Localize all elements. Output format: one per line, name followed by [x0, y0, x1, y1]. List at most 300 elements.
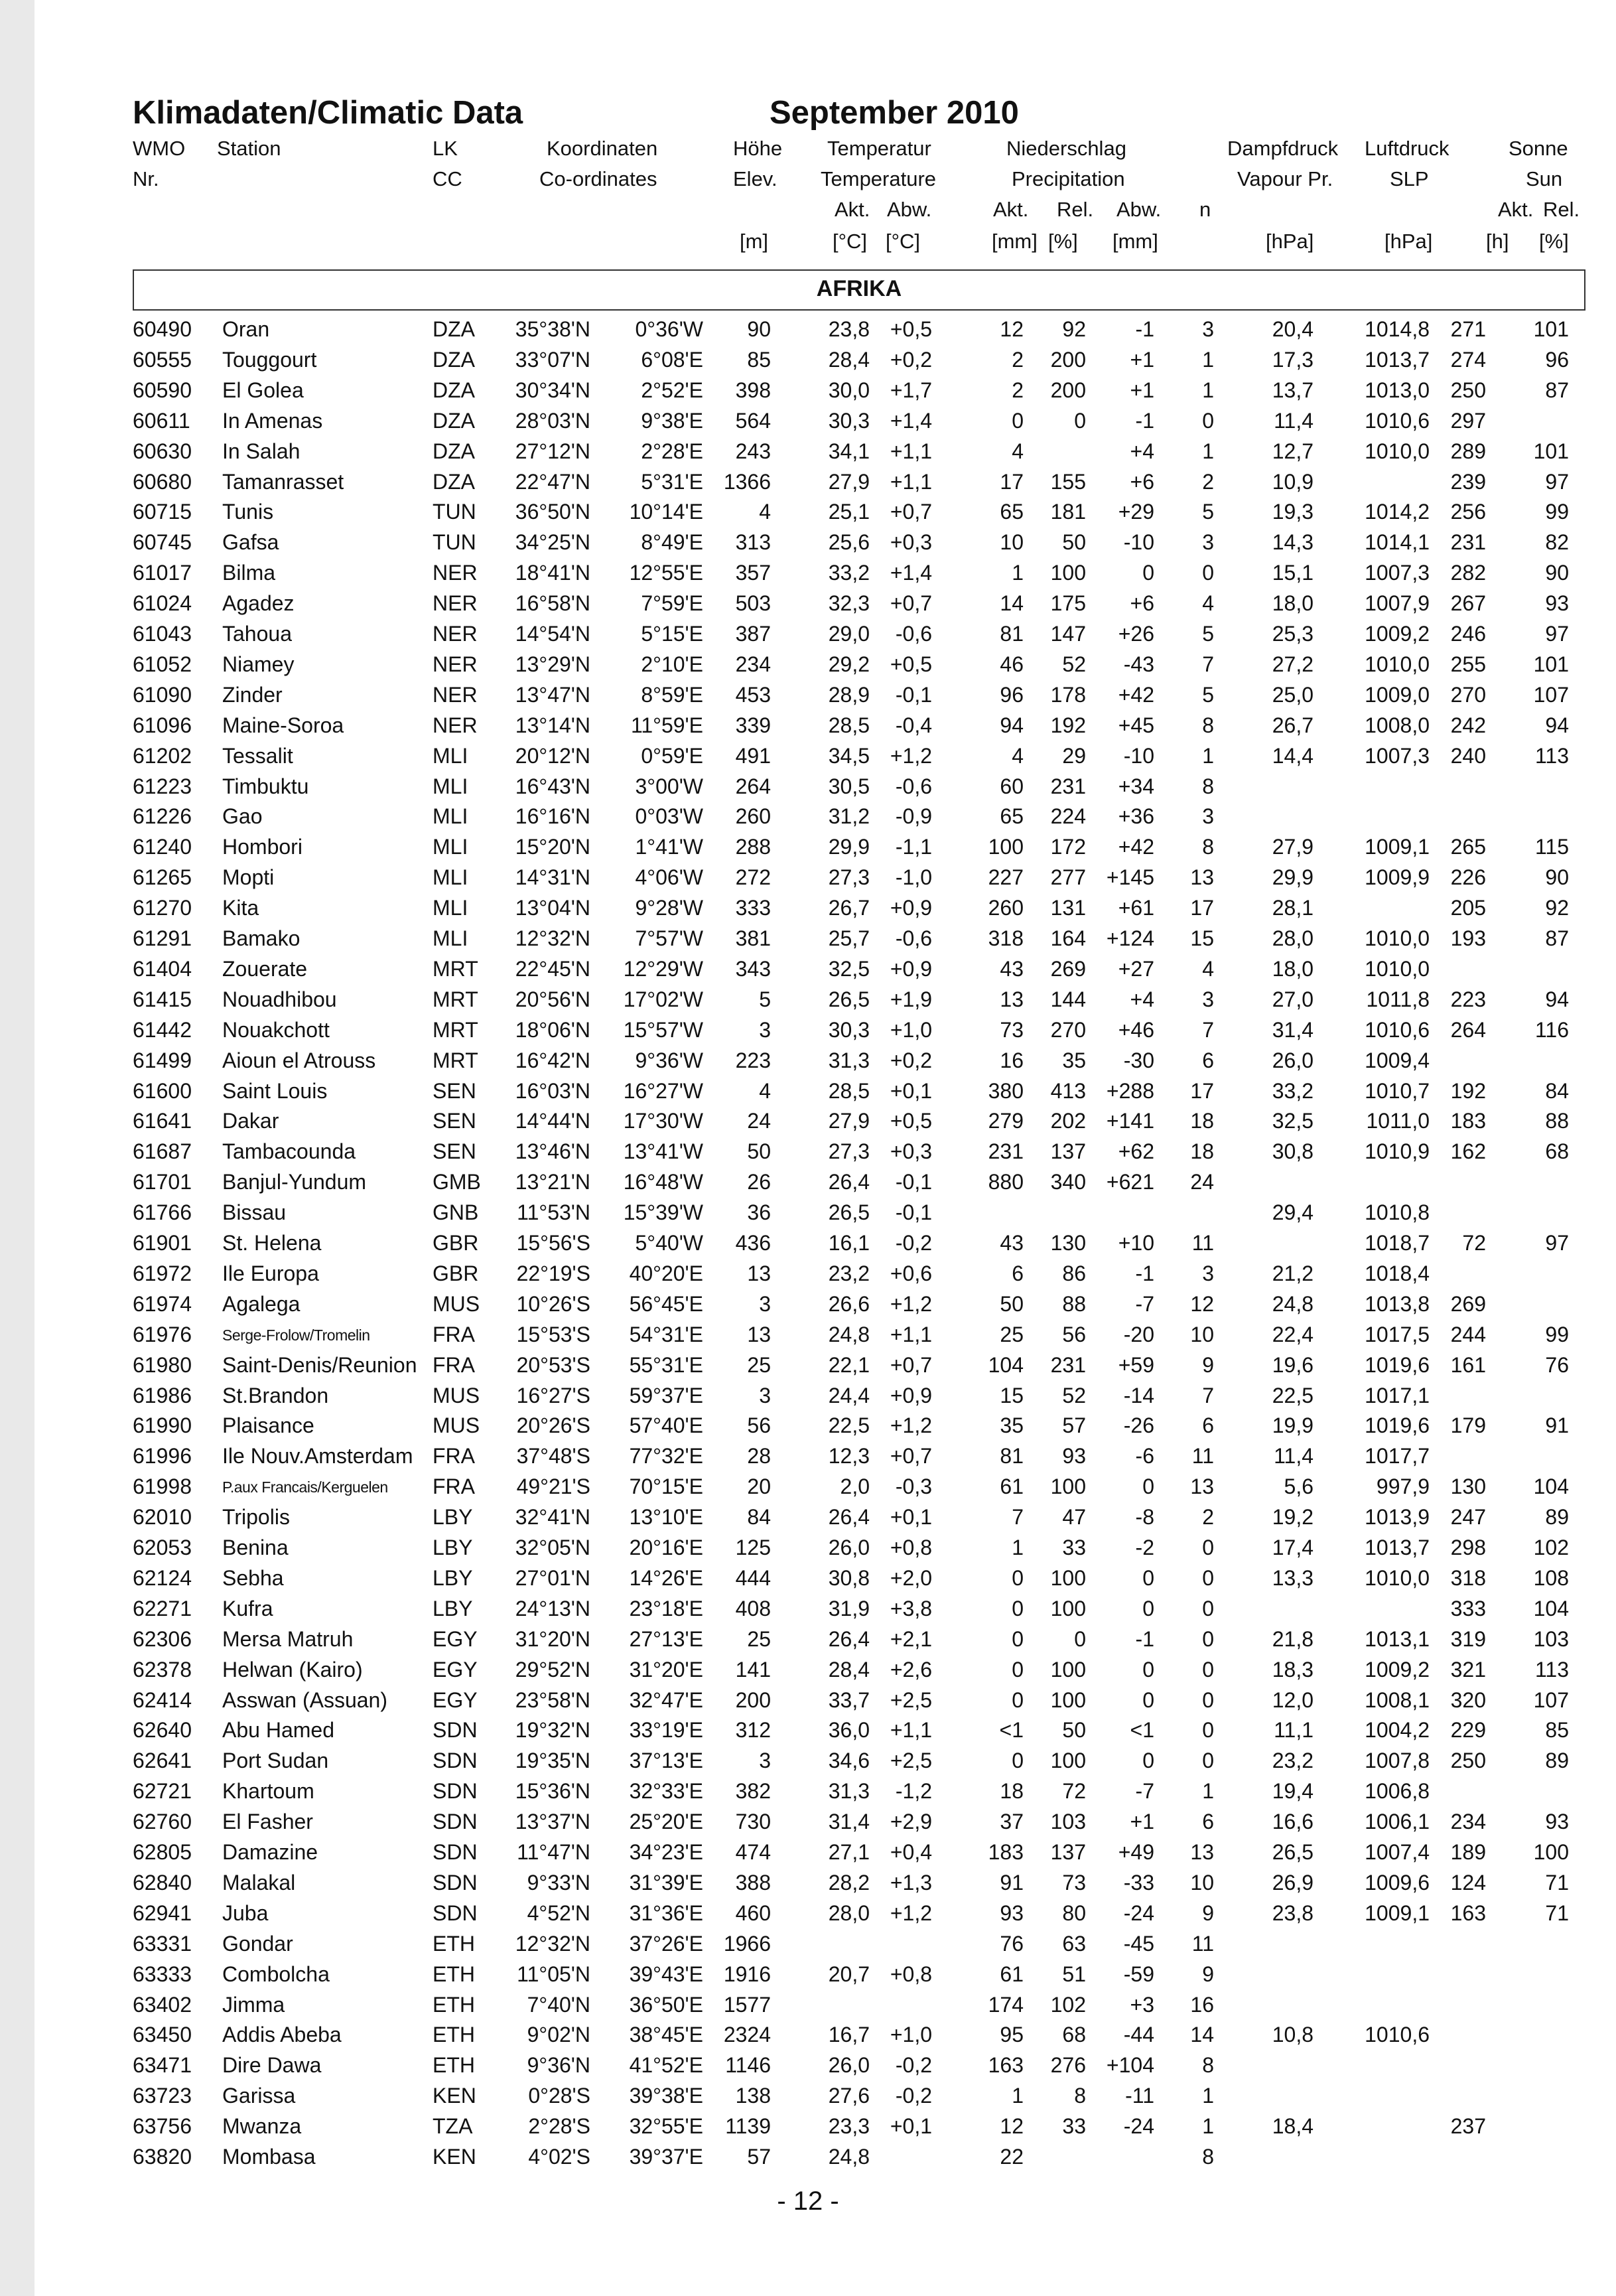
precipitation: 0 — [1012, 1657, 1024, 1682]
precipitation-deviation: 0 — [1142, 1474, 1154, 1499]
longitude: 6°08'E — [641, 347, 703, 372]
rain-days: 1 — [1202, 743, 1214, 768]
temperature-deviation: -0,6 — [895, 622, 932, 646]
precipitation-deviation: -45 — [1123, 1931, 1154, 1956]
vapour-pressure: 27,9 — [1272, 835, 1313, 859]
latitude: 11°05'N — [517, 1962, 590, 1986]
latitude: 12°32'N — [515, 1931, 590, 1956]
precipitation-deviation: +46 — [1118, 1017, 1154, 1042]
precipitation-relative: 52 — [1062, 1383, 1086, 1407]
precipitation-deviation: +621 — [1106, 1170, 1154, 1194]
station-name: Saint-Denis/Reunion — [222, 1352, 417, 1377]
table-row — [0, 1413, 1616, 1444]
elevation: 343 — [735, 956, 771, 981]
temperature: 30,0 — [828, 378, 870, 402]
station-name: P.aux Francais/Kerguelen — [222, 1478, 388, 1496]
wmo-number: 62271 — [133, 1596, 192, 1620]
table-row — [0, 1749, 1616, 1779]
precipitation-deviation: +10 — [1118, 1231, 1154, 1255]
sunshine-hours: 282 — [1450, 561, 1486, 585]
longitude: 20°16'E — [629, 1536, 703, 1559]
station-name: St. Helena — [222, 1231, 322, 1255]
sunshine-hours: 163 — [1450, 1901, 1486, 1925]
temperature-deviation: +0,7 — [890, 591, 932, 616]
precipitation-relative: 276 — [1050, 2053, 1086, 2078]
header-vapour-unit: [hPa] — [1266, 230, 1314, 253]
station-name: Oran — [222, 317, 270, 341]
station-name: In Salah — [222, 439, 301, 463]
wmo-number: 61990 — [133, 1413, 192, 1438]
country-code: MLI — [433, 926, 468, 950]
longitude: 0°59'E — [641, 743, 703, 768]
wmo-number: 61415 — [133, 987, 192, 1011]
temperature: 31,9 — [828, 1596, 870, 1620]
precipitation-relative: 47 — [1062, 1505, 1086, 1530]
longitude: 15°39'W — [623, 1200, 703, 1225]
station-name: Tunis — [222, 500, 274, 524]
country-code: SDN — [433, 1840, 478, 1864]
precipitation-relative: 100 — [1050, 1565, 1086, 1590]
sunshine-relative: 101 — [1533, 652, 1569, 676]
precipitation: 12 — [1000, 317, 1024, 341]
sea-level-pressure: 1017,7 — [1365, 1444, 1430, 1469]
longitude: 25°20'E — [629, 1810, 703, 1834]
temperature-deviation: +1,9 — [890, 987, 932, 1011]
wmo-number: 60630 — [133, 439, 192, 463]
elevation: 3 — [759, 1017, 771, 1042]
elevation: 26 — [747, 1170, 771, 1194]
vapour-pressure: 19,4 — [1272, 1779, 1313, 1804]
sea-level-pressure: 1009,6 — [1365, 1870, 1430, 1895]
longitude: 2°52'E — [641, 378, 703, 402]
header-slp-unit: [hPa] — [1384, 230, 1433, 253]
station-name: Agalega — [222, 1291, 301, 1316]
temperature-deviation: +0,3 — [890, 1139, 932, 1164]
precipitation-relative: 33 — [1062, 2114, 1086, 2139]
vapour-pressure: 15,1 — [1272, 561, 1313, 585]
wmo-number: 61090 — [133, 682, 192, 707]
rain-days: 8 — [1202, 835, 1214, 859]
section-title: AFRIKA — [816, 276, 902, 301]
elevation: 138 — [735, 2084, 771, 2108]
page-number: - 12 - — [777, 2187, 839, 2216]
vapour-pressure: 19,3 — [1272, 500, 1313, 524]
sunshine-relative: 113 — [1534, 1657, 1569, 1682]
temperature: 23,2 — [828, 1261, 870, 1285]
wmo-number: 62053 — [133, 1536, 192, 1559]
sunshine-hours: 161 — [1450, 1352, 1486, 1377]
elevation: 3 — [759, 1749, 771, 1773]
elevation: 564 — [735, 408, 771, 433]
table-row — [0, 1566, 1616, 1597]
precipitation-relative: 50 — [1062, 1718, 1086, 1743]
station-name: St.Brandon — [222, 1383, 329, 1407]
elevation: 387 — [735, 622, 771, 646]
vapour-pressure: 18,0 — [1272, 956, 1313, 981]
temperature: 26,6 — [828, 1291, 870, 1316]
table-row — [0, 2023, 1616, 2053]
precipitation-deviation: <1 — [1130, 1718, 1154, 1743]
elevation: 1916 — [723, 1962, 771, 1986]
temperature: 27,9 — [828, 1109, 870, 1133]
table-row — [0, 957, 1616, 987]
sunshine-hours: 321 — [1450, 1657, 1486, 1682]
temperature: 2,0 — [840, 1474, 870, 1499]
latitude: 13°46'N — [515, 1139, 590, 1164]
vapour-pressure: 27,2 — [1272, 652, 1313, 676]
sunshine-relative: 71 — [1545, 1870, 1569, 1895]
sunshine-relative: 104 — [1533, 1596, 1569, 1620]
precipitation-deviation: -30 — [1123, 1048, 1154, 1072]
rain-days: 7 — [1202, 1017, 1214, 1042]
rain-days: 13 — [1190, 865, 1214, 890]
elevation: 313 — [735, 530, 771, 555]
precipitation-relative: 224 — [1050, 804, 1086, 829]
elevation: 85 — [747, 347, 771, 372]
temperature: 30,8 — [828, 1565, 870, 1590]
header-temp-akt: Akt. — [835, 198, 870, 221]
header-precip-de: Niederschlag — [1006, 137, 1126, 160]
sunshine-hours: 239 — [1450, 469, 1486, 494]
latitude: 28°03'N — [515, 408, 590, 433]
precipitation: 95 — [1000, 2023, 1024, 2047]
latitude: 32°41'N — [515, 1505, 590, 1530]
station-name: Timbuktu — [222, 774, 309, 798]
wmo-number: 61404 — [133, 956, 192, 981]
longitude: 16°27'W — [623, 1078, 703, 1103]
country-code: SDN — [433, 1810, 478, 1834]
precipitation: 0 — [1012, 1626, 1024, 1651]
station-name: Ile Europa — [222, 1261, 319, 1285]
temperature: 28,5 — [828, 713, 870, 737]
precipitation-relative: 35 — [1062, 1048, 1086, 1072]
temperature: 32,3 — [828, 591, 870, 616]
wmo-number: 63402 — [133, 1992, 192, 2017]
station-name: Tambacounda — [222, 1139, 356, 1164]
longitude: 32°55'E — [629, 2114, 703, 2139]
wmo-number: 61687 — [133, 1139, 192, 1164]
precipitation: 18 — [1000, 1779, 1024, 1804]
sunshine-relative: 101 — [1533, 439, 1569, 463]
sea-level-pressure: 1011,8 — [1366, 987, 1430, 1011]
elevation: 1146 — [725, 2053, 771, 2078]
sunshine-relative: 85 — [1545, 1718, 1569, 1743]
precipitation-relative: 51 — [1062, 1962, 1086, 1986]
temperature: 30,3 — [828, 1017, 870, 1042]
table-row — [0, 317, 1616, 348]
station-name: Dire Dawa — [222, 2053, 322, 2078]
precipitation-deviation: +124 — [1106, 926, 1154, 950]
vapour-pressure: 32,5 — [1272, 1109, 1313, 1133]
country-code: FRA — [433, 1474, 475, 1499]
table-row — [0, 1505, 1616, 1536]
temperature: 28,2 — [828, 1870, 870, 1895]
precipitation-relative: 200 — [1050, 347, 1086, 372]
latitude: 19°32'N — [515, 1718, 590, 1743]
precipitation-relative: 56 — [1062, 1322, 1086, 1346]
rain-days: 0 — [1202, 1596, 1214, 1620]
sea-level-pressure: 1013,1 — [1365, 1626, 1430, 1651]
longitude: 7°59'E — [641, 591, 703, 616]
temperature-deviation: +0,5 — [890, 1109, 932, 1133]
precipitation-deviation: -44 — [1123, 2023, 1154, 2047]
temperature-deviation: +2,9 — [890, 1810, 932, 1834]
country-code: SDN — [433, 1870, 478, 1895]
sunshine-relative: 99 — [1545, 500, 1569, 524]
sunshine-hours: 250 — [1450, 378, 1486, 402]
elevation: 357 — [735, 561, 771, 585]
longitude: 33°19'E — [629, 1718, 703, 1743]
precipitation: 1 — [1012, 561, 1024, 585]
latitude: 22°19'S — [516, 1261, 590, 1285]
temperature: 34,5 — [828, 743, 870, 768]
rain-days: 0 — [1202, 1536, 1214, 1559]
sunshine-hours: 289 — [1450, 439, 1486, 463]
precipitation-deviation: +4 — [1130, 987, 1154, 1011]
station-name: Agadez — [222, 591, 295, 616]
temperature: 34,1 — [828, 439, 870, 463]
precipitation-deviation: +29 — [1118, 500, 1154, 524]
elevation: 2324 — [723, 2023, 771, 2047]
elevation: 312 — [735, 1718, 771, 1743]
table-row — [0, 348, 1616, 378]
precipitation-deviation: +26 — [1118, 622, 1154, 646]
station-name: Ile Nouv.Amsterdam — [222, 1444, 413, 1469]
longitude: 38°45'E — [629, 2023, 703, 2047]
precipitation: 60 — [1000, 774, 1024, 798]
precipitation-deviation: -14 — [1123, 1383, 1154, 1407]
country-code: KEN — [433, 2145, 476, 2169]
station-name: Mwanza — [222, 2114, 302, 2139]
sea-level-pressure: 1018,7 — [1365, 1231, 1430, 1255]
temperature-deviation: +1,2 — [890, 1901, 932, 1925]
vapour-pressure: 19,6 — [1272, 1352, 1313, 1377]
wmo-number: 61270 — [133, 896, 192, 920]
temperature: 24,8 — [828, 2145, 870, 2169]
longitude: 31°39'E — [629, 1870, 703, 1895]
precipitation-relative: 100 — [1050, 1687, 1086, 1712]
precipitation-relative: 100 — [1050, 1749, 1086, 1773]
temperature: 16,7 — [828, 2023, 870, 2047]
latitude: 20°12'N — [515, 743, 590, 768]
rain-days: 3 — [1202, 317, 1214, 341]
longitude: 23°18'E — [629, 1596, 703, 1620]
temperature-deviation: -1,0 — [895, 865, 932, 890]
elevation: 339 — [735, 713, 771, 737]
latitude: 9°02'N — [527, 2023, 590, 2047]
latitude: 7°40'N — [527, 1992, 590, 2017]
elevation: 90 — [747, 317, 771, 341]
latitude: 13°47'N — [515, 682, 590, 707]
precipitation: 0 — [1012, 408, 1024, 433]
country-code: MUS — [433, 1383, 480, 1407]
temperature-deviation: -0,1 — [895, 1200, 932, 1225]
precipitation-relative: 68 — [1062, 2023, 1086, 2047]
wmo-number: 61442 — [133, 1017, 192, 1042]
wmo-number: 61600 — [133, 1078, 192, 1103]
header-sun-unit-2: [%] — [1539, 230, 1569, 253]
table-row — [0, 1109, 1616, 1139]
sunshine-hours: 267 — [1450, 591, 1486, 616]
header-temp-abw: Abw. — [887, 198, 932, 221]
temperature-deviation: +0,6 — [890, 1261, 932, 1285]
precipitation: 1 — [1012, 2084, 1024, 2108]
precipitation-deviation: +45 — [1118, 713, 1154, 737]
latitude: 11°53'N — [517, 1200, 590, 1225]
wmo-number: 63333 — [133, 1962, 192, 1986]
table-row — [0, 652, 1616, 683]
precipitation-relative: 413 — [1050, 1078, 1086, 1103]
precipitation: 65 — [1000, 804, 1024, 829]
sunshine-relative: 84 — [1545, 1078, 1569, 1103]
station-name: Tessalit — [222, 743, 293, 768]
rain-days: 0 — [1202, 408, 1214, 433]
longitude: 13°10'E — [629, 1505, 703, 1530]
precipitation: 4 — [1012, 743, 1024, 768]
elevation: 13 — [747, 1261, 771, 1285]
latitude: 30°34'N — [515, 378, 590, 402]
elevation: 141 — [735, 1657, 771, 1682]
table-row — [0, 1231, 1616, 1261]
temperature: 24,4 — [828, 1383, 870, 1407]
elevation: 1139 — [725, 2114, 771, 2139]
country-code: MRT — [433, 1017, 478, 1042]
elevation: 382 — [735, 1779, 771, 1804]
precipitation-deviation: -8 — [1135, 1505, 1154, 1530]
sea-level-pressure: 1004,2 — [1365, 1718, 1430, 1743]
sunshine-relative: 90 — [1545, 561, 1569, 585]
precipitation: 104 — [988, 1352, 1024, 1377]
wmo-number: 61766 — [133, 1200, 192, 1225]
precipitation-relative: 0 — [1074, 1626, 1086, 1651]
longitude: 7°57'W — [635, 926, 703, 950]
precipitation: 0 — [1012, 1687, 1024, 1712]
latitude: 24°13'N — [515, 1596, 590, 1620]
country-code: LBY — [433, 1596, 473, 1620]
latitude: 9°33'N — [527, 1870, 590, 1895]
latitude: 15°53'S — [516, 1322, 590, 1346]
longitude: 13°41'W — [623, 1139, 703, 1164]
rain-days: 3 — [1202, 987, 1214, 1011]
precipitation-relative: 231 — [1050, 1352, 1086, 1377]
latitude: 22°47'N — [515, 469, 590, 494]
precipitation-relative: 63 — [1062, 1931, 1086, 1956]
precipitation: 380 — [988, 1078, 1024, 1103]
temperature: 12,3 — [828, 1444, 870, 1469]
header-precip-n: n — [1199, 198, 1211, 221]
sunshine-hours: 256 — [1450, 500, 1486, 524]
longitude: 27°13'E — [629, 1626, 703, 1651]
country-code: GNB — [433, 1200, 479, 1225]
station-name: Nouakchott — [222, 1017, 330, 1042]
table-row — [0, 1018, 1616, 1048]
wmo-number: 61265 — [133, 865, 192, 890]
temperature: 26,5 — [828, 1200, 870, 1225]
latitude: 16°58'N — [515, 591, 590, 616]
sunshine-relative: 107 — [1533, 1687, 1569, 1712]
rain-days: 0 — [1202, 1626, 1214, 1651]
table-row — [0, 622, 1616, 652]
table-row — [0, 926, 1616, 957]
header-wmo-2: Nr. — [133, 167, 159, 190]
vapour-pressure: 10,8 — [1272, 2023, 1313, 2047]
sunshine-hours: 179 — [1450, 1413, 1486, 1438]
precipitation: 61 — [1000, 1962, 1024, 1986]
vapour-pressure: 28,1 — [1272, 896, 1313, 920]
longitude: 11°59'E — [630, 713, 703, 737]
station-name: Sebha — [222, 1565, 284, 1590]
latitude: 20°53'S — [516, 1352, 590, 1377]
precipitation-relative: 92 — [1062, 317, 1086, 341]
wmo-number: 63820 — [133, 2145, 192, 2169]
country-code: MUS — [433, 1291, 480, 1316]
longitude: 1°41'W — [635, 835, 703, 859]
longitude: 56°45'E — [629, 1291, 703, 1316]
sea-level-pressure: 1007,3 — [1365, 743, 1430, 768]
temperature: 27,1 — [828, 1840, 870, 1864]
temperature-deviation: +1,1 — [890, 439, 932, 463]
precipitation: 91 — [1000, 1870, 1024, 1895]
temperature: 26,5 — [828, 987, 870, 1011]
table-row — [0, 835, 1616, 865]
precipitation-deviation: -6 — [1135, 1444, 1154, 1469]
elevation: 3 — [759, 1383, 771, 1407]
precipitation-relative: 231 — [1050, 774, 1086, 798]
latitude: 9°36'N — [527, 2053, 590, 2078]
elevation: 200 — [735, 1687, 771, 1712]
sea-level-pressure: 1011,0 — [1366, 1109, 1430, 1133]
sunshine-relative: 82 — [1545, 530, 1569, 555]
precipitation-relative: 100 — [1050, 1657, 1086, 1682]
precipitation: 14 — [1000, 591, 1024, 616]
rain-days: 8 — [1202, 774, 1214, 798]
document-title: Klimadaten/Climatic Data — [133, 95, 523, 131]
table-row — [0, 2084, 1616, 2114]
wmo-number: 61202 — [133, 743, 192, 768]
rain-days: 3 — [1202, 530, 1214, 555]
wmo-number: 62760 — [133, 1810, 192, 1834]
precipitation-deviation: -1 — [1135, 1626, 1154, 1651]
country-code: ETH — [433, 1931, 475, 1956]
precipitation-relative: 202 — [1050, 1109, 1086, 1133]
precipitation-relative: 8 — [1074, 2084, 1086, 2108]
table-row — [0, 1962, 1616, 1993]
sea-level-pressure: 997,9 — [1376, 1474, 1430, 1499]
sea-level-pressure: 1010,0 — [1365, 926, 1430, 950]
precipitation-relative: 131 — [1050, 896, 1086, 920]
vapour-pressure: 20,4 — [1272, 317, 1313, 341]
precipitation-relative: 80 — [1062, 1901, 1086, 1925]
longitude: 31°36'E — [629, 1901, 703, 1925]
sunshine-hours: 226 — [1450, 865, 1486, 890]
sea-level-pressure: 1008,0 — [1365, 713, 1430, 737]
temperature: 36,0 — [828, 1718, 870, 1743]
precipitation-deviation: +61 — [1118, 896, 1154, 920]
latitude: 32°05'N — [515, 1536, 590, 1559]
temperature: 27,9 — [828, 469, 870, 494]
table-row — [0, 470, 1616, 500]
sunshine-hours: 247 — [1450, 1505, 1486, 1530]
wmo-number: 61901 — [133, 1231, 192, 1255]
sunshine-hours: 193 — [1450, 926, 1486, 950]
wmo-number: 62805 — [133, 1840, 192, 1864]
wmo-number: 61701 — [133, 1170, 192, 1194]
precipitation: 43 — [1000, 1231, 1024, 1255]
header-sun-de: Sonne — [1509, 137, 1568, 160]
sunshine-relative: 97 — [1545, 469, 1569, 494]
country-code: MRT — [433, 987, 478, 1011]
precipitation: 61 — [1000, 1474, 1024, 1499]
